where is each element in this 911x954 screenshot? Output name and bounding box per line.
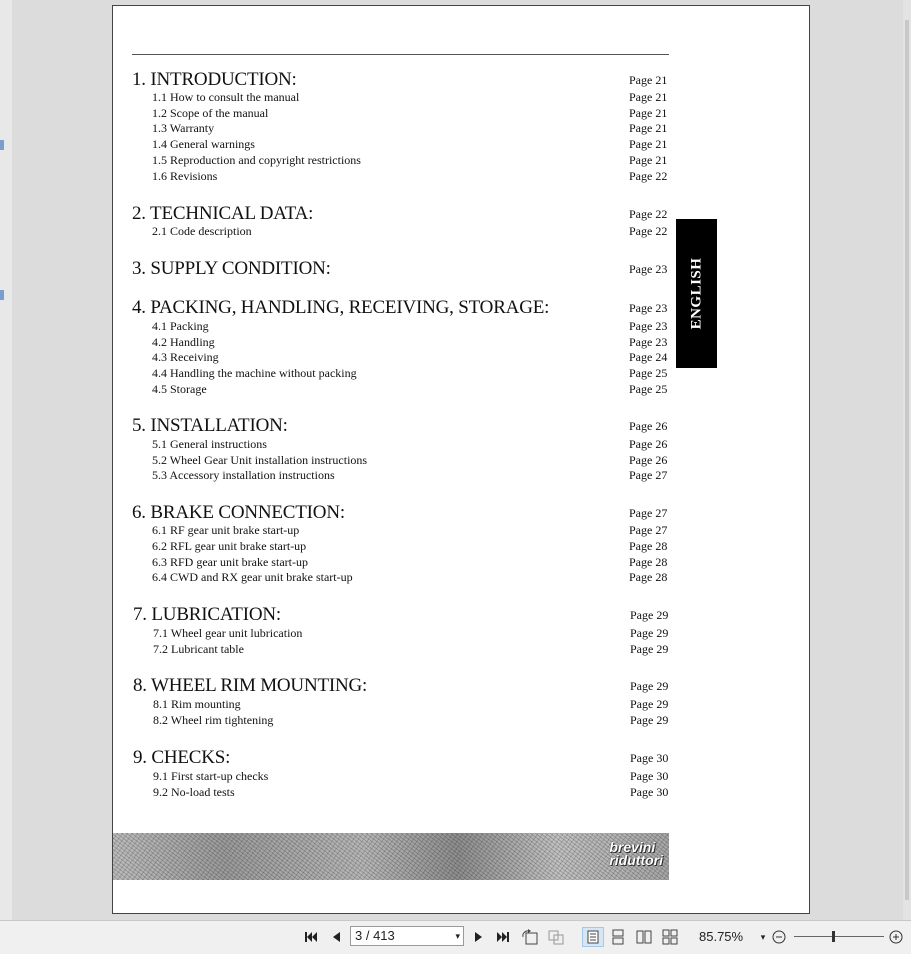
- section-title: 5. INSTALLATION:: [132, 415, 288, 436]
- subsection-label: 6.3 RFD gear unit brake start-up: [152, 555, 308, 569]
- next-page-button[interactable]: [472, 928, 486, 946]
- language-tab-label: ENGLISH: [688, 257, 705, 330]
- vertical-scrollbar[interactable]: [903, 0, 911, 920]
- first-page-icon: [304, 931, 318, 943]
- copy-pages-icon: [547, 929, 565, 945]
- zoom-in-button[interactable]: [888, 928, 904, 946]
- footer-banner: [113, 833, 669, 880]
- section-title: 3. SUPPLY CONDITION:: [132, 258, 331, 279]
- subsection-page-ref: Page 23: [629, 319, 668, 333]
- subsection-label: 4.2 Handling: [152, 335, 215, 349]
- subsection-page-ref: Page 29: [630, 713, 669, 727]
- previous-page-button[interactable]: [328, 928, 344, 946]
- subsection-page-ref: Page 30: [630, 769, 669, 783]
- subsection-page-ref: Page 27: [629, 468, 668, 482]
- chevron-down-icon[interactable]: ▾: [455, 931, 460, 941]
- previous-page-icon: [331, 931, 341, 943]
- subsection-label: 1.3 Warranty: [152, 121, 215, 135]
- subsection-page-ref: Page 21: [629, 137, 668, 151]
- subsection-page-ref: Page 22: [629, 224, 668, 238]
- subsection-label: 1.1 How to consult the manual: [152, 90, 300, 104]
- zoom-dropdown-button[interactable]: [758, 928, 768, 946]
- section-title: 9. CHECKS:: [133, 747, 231, 768]
- section-title: 7. LUBRICATION:: [133, 604, 281, 625]
- continuous-pages-icon: [612, 929, 624, 945]
- continuous-view-button[interactable]: [608, 928, 628, 946]
- section-page-ref: Page 30: [630, 751, 669, 765]
- subsection-label: 1.2 Scope of the manual: [152, 106, 269, 120]
- scrollbar-track[interactable]: [905, 20, 909, 900]
- subsection-label: 5.2 Wheel Gear Unit installation instructions: [152, 453, 368, 467]
- section-page-ref: Page 29: [630, 608, 669, 622]
- subsection-label: 8.1 Rim mounting: [153, 697, 241, 711]
- zoom-out-icon: [772, 930, 786, 944]
- section-page-ref: Page 22: [629, 207, 668, 221]
- subsection-label: 8.2 Wheel rim tightening: [153, 713, 274, 727]
- subsection-label: 2.1 Code description: [152, 224, 252, 238]
- subsection-label: 6.1 RF gear unit brake start-up: [152, 523, 300, 537]
- subsection-page-ref: Page 24: [629, 350, 668, 364]
- section-title: 1. INTRODUCTION:: [132, 69, 297, 90]
- section-page-ref: Page 26: [629, 419, 668, 433]
- subsection-label: 4.5 Storage: [152, 382, 207, 396]
- continuous-facing-view-button[interactable]: [660, 928, 680, 946]
- zoom-slider-thumb[interactable]: [832, 931, 835, 942]
- next-page-icon: [474, 931, 484, 943]
- single-page-icon: [587, 930, 599, 944]
- subsection-label: 7.1 Wheel gear unit lubrication: [153, 626, 303, 640]
- page-indicator-text: 3 / 413: [355, 928, 395, 943]
- document-page: [112, 5, 810, 914]
- subsection-page-ref: Page 25: [629, 366, 668, 380]
- subsection-label: 9.2 No-load tests: [153, 785, 235, 799]
- rotate-button[interactable]: [520, 928, 540, 946]
- logo-line-2: riduttori: [609, 852, 663, 868]
- section-title: 6. BRAKE CONNECTION:: [132, 502, 345, 523]
- section-page-ref: Page 23: [629, 301, 668, 315]
- language-tab: [676, 219, 717, 368]
- subsection-page-ref: Page 29: [630, 697, 669, 711]
- subsection-page-ref: Page 23: [629, 335, 668, 349]
- section-page-ref: Page 27: [629, 506, 668, 520]
- subsection-page-ref: Page 26: [629, 437, 668, 451]
- subsection-page-ref: Page 22: [629, 169, 668, 183]
- continuous-facing-icon: [662, 929, 678, 945]
- copy-pages-button[interactable]: [546, 928, 566, 946]
- subsection-page-ref: Page 28: [629, 555, 668, 569]
- page-number-input[interactable]: [350, 926, 464, 946]
- subsection-label: 1.6 Revisions: [152, 169, 218, 183]
- section-title: 2. TECHNICAL DATA:: [132, 203, 314, 224]
- subsection-page-ref: Page 30: [630, 785, 669, 799]
- subsection-label: 7.2 Lubricant table: [153, 642, 244, 656]
- subsection-page-ref: Page 29: [630, 642, 669, 656]
- header-rule: [132, 54, 669, 55]
- subsection-label: 6.4 CWD and RX gear unit brake start-up: [152, 570, 353, 584]
- subsection-page-ref: Page 21: [629, 121, 668, 135]
- subsection-page-ref: Page 28: [629, 539, 668, 553]
- single-page-view-button[interactable]: [582, 927, 604, 947]
- zoom-slider-track[interactable]: [794, 936, 884, 937]
- last-page-icon: [496, 931, 510, 943]
- subsection-page-ref: Page 21: [629, 90, 668, 104]
- zoom-out-button[interactable]: [771, 928, 787, 946]
- subsection-label: 4.3 Receiving: [152, 350, 219, 364]
- rotate-page-icon: [521, 929, 539, 945]
- section-title: 8. WHEEL RIM MOUNTING:: [133, 675, 368, 696]
- subsection-page-ref: Page 26: [629, 453, 668, 467]
- subsection-page-ref: Page 25: [629, 382, 668, 396]
- section-page-ref: Page 21: [629, 73, 668, 87]
- chevron-down-icon: ▾: [760, 931, 766, 942]
- subsection-label: 5.1 General instructions: [152, 437, 267, 451]
- subsection-page-ref: Page 29: [630, 626, 669, 640]
- subsection-page-ref: Page 21: [629, 106, 668, 120]
- logo-line-1: brevini: [609, 839, 656, 855]
- subsection-label: 4.1 Packing: [152, 319, 209, 333]
- subsection-label: 1.4 General warnings: [152, 137, 255, 151]
- zoom-in-icon: [889, 930, 903, 944]
- left-thumbnail-strip: [0, 0, 12, 920]
- subsection-label: 9.1 First start-up checks: [153, 769, 269, 783]
- section-page-ref: Page 23: [629, 262, 668, 276]
- brevini-logo: [609, 841, 663, 867]
- subsection-page-ref: Page 28: [629, 570, 668, 584]
- facing-pages-icon: [636, 930, 652, 944]
- section-title: 4. PACKING, HANDLING, RECEIVING, STORAGE:: [132, 297, 550, 318]
- zoom-level-text: 85.75%: [699, 929, 744, 944]
- strip-marker: [0, 290, 4, 300]
- subsection-label: 6.2 RFL gear unit brake start-up: [152, 539, 307, 553]
- strip-marker: [0, 140, 4, 150]
- subsection-page-ref: Page 27: [629, 523, 668, 537]
- section-page-ref: Page 29: [630, 679, 669, 693]
- subsection-label: 5.3 Accessory installation instructions: [152, 468, 335, 482]
- viewer-toolbar: [0, 920, 911, 954]
- subsection-label: 4.4 Handling the machine without packing: [152, 366, 357, 380]
- subsection-page-ref: Page 21: [629, 153, 668, 167]
- subsection-label: 1.5 Reproduction and copyright restrictions: [152, 153, 361, 167]
- last-page-button[interactable]: [494, 928, 512, 946]
- first-page-button[interactable]: [302, 928, 320, 946]
- facing-view-button[interactable]: [634, 928, 654, 946]
